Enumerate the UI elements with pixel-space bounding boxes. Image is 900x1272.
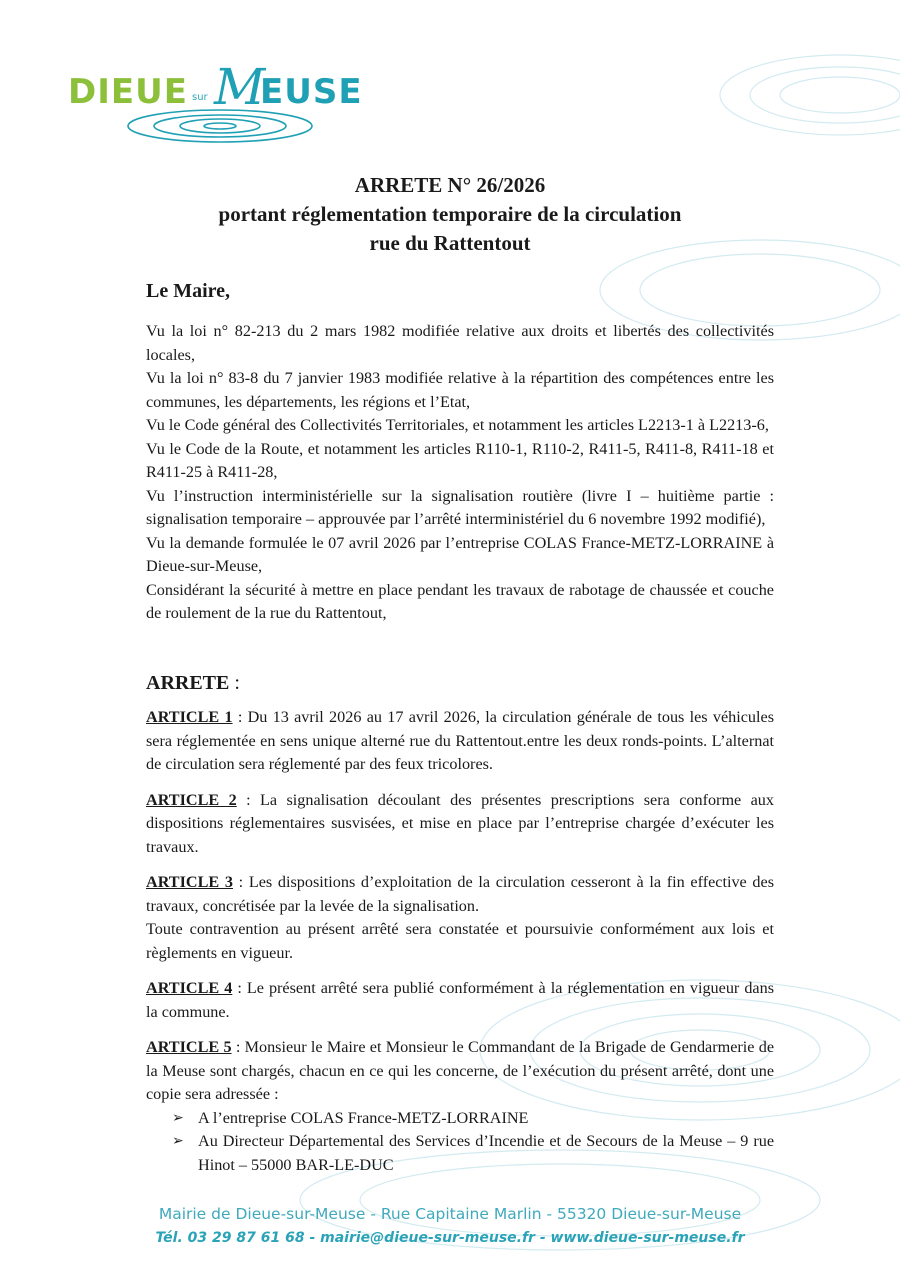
legal-basis <box>146 320 774 626</box>
considerant: Vu le Code général des Collectivités Territoriales, et notamment les articles L2213-1 à L2213-6, <box>146 416 769 434</box>
considerant: Considérant la sécurité à mettre en place pendant les travaux de rabotage de chaussée et couche de roulement de la rue du Rattentout, <box>146 580 774 622</box>
article-1: ARTICLE 1 : Du 13 avril 2026 au 17 avril 2026, la circulation générale de tous les véhicules sera réglementée en sens unique alterné rue du Rattentout.entre les deux ronds-points. L’alternat de circulation sera réglementé par des feux tricolores. <box>146 708 775 773</box>
decree-street: rue du Rattentout <box>369 231 531 255</box>
article-label: ARTICLE 1 <box>146 708 233 726</box>
article-label: ARTICLE 4 <box>146 979 233 997</box>
article-text: La signalisation découlant des présentes prescriptions sera conforme aux dispositions réglementaires susvisées, et mise en place par l’entreprise chargée d’exécuter les travaux. <box>146 790 774 856</box>
logo-euse: EUSE <box>260 72 363 112</box>
article-text: Le présent arrêté sera publié conformément à la réglementation en vigueur dans la commune. <box>146 979 774 1021</box>
considerant: Vu la loi n° 83-8 du 7 janvier 1983 modifiée relative à la répartition des compétences entre les communes, les départements, les régions et l’Etat, <box>146 369 774 411</box>
logo-m: M <box>214 58 266 116</box>
commune-logo <box>68 58 368 150</box>
footer-address: Mairie de Dieue-sur-Meuse - Rue Capitaine Marlin - 55320 Dieue-sur-Meuse <box>158 1205 742 1223</box>
recipient-list <box>172 1107 774 1178</box>
article-4: ARTICLE 4 : Le présent arrêté sera publié conformément à la réglementation en vigueur dans la commune. <box>146 979 774 1021</box>
article-label: ARTICLE 2 <box>146 790 237 809</box>
arrete-suffix: : <box>229 672 240 694</box>
arrow-bullet-icon: ➢ <box>172 1133 184 1149</box>
decree-title <box>0 170 900 258</box>
logo-dieue: DIEUE <box>68 72 188 112</box>
considerant: Vu la demande formulée le 07 avril 2026 par l’entreprise COLAS France-METZ-LORRAINE à Dieue-sur-Meuse, <box>146 533 774 575</box>
list-item: ➢ A l’entreprise COLAS France-METZ-LORRAINE <box>172 1107 774 1131</box>
footer-contact: Tél. 03 29 87 61 68 - mairie@dieue-sur-meuse.fr - www.dieue-sur-meuse.fr <box>155 1230 745 1246</box>
authority-heading: Le Maire, <box>146 280 231 302</box>
decree-subject: portant réglementation temporaire de la circulation <box>218 202 682 226</box>
article-text: Monsieur le Maire et Monsieur le Commandant de la Brigade de Gendarmerie de la Meuse sont chargés, chacun en ce qui les concerne, de l’exécution du présent arrêté, dont une copie sera adressée : <box>146 1038 775 1103</box>
article-text: Du 13 avril 2026 au 17 avril 2026, la circulation générale de tous les véhicules sera réglementée en sens unique alterné rue du Rattentout.entre les deux ronds-points. L’alternat de circulation sera réglementé par des feux tricolores. <box>146 708 775 773</box>
considerant: Vu la loi n° 82-213 du 2 mars 1982 modifiée relative aux droits et libertés des collectivités locales, <box>146 322 774 364</box>
article-label: ARTICLE 5 <box>146 1038 232 1056</box>
logo-sur: sur <box>192 92 208 103</box>
considerant: Vu l’instruction interministérielle sur la signalisation routière (livre I – huitième partie : signalisation temporaire – approuvée par l’arrêté interministériel du 6 novembre 1992 modifié), <box>146 486 774 528</box>
arrow-bullet-icon: ➢ <box>172 1109 184 1126</box>
articles <box>146 706 774 1189</box>
arrete-heading <box>146 672 240 695</box>
article-label: ARTICLE 3 <box>146 873 233 891</box>
arrete-label: ARRETE <box>146 672 230 694</box>
considerant: Vu le Code de la Route, et notamment les articles R110-1, R110-2, R411-5, R411-8, R411-18 et R411-25 à R411-28, <box>146 439 774 481</box>
decree-number: ARRETE N° 26/2026 <box>354 173 546 197</box>
water-ripple-icon <box>120 106 320 146</box>
article-2: ARTICLE 2 : La signalisation découlant des présentes prescriptions sera conforme aux dispositions réglementaires susvisées, et mise en place par l’entreprise chargée d’exécuter les travaux. <box>146 790 774 856</box>
list-item: ➢ Au Directeur Départemental des Services d’Incendie et de Secours de la Meuse – 9 rue Hinot – 55000 BAR-LE-DUC <box>172 1132 774 1174</box>
article-text: Toute contravention au présent arrêté sera constatée et poursuivie conformément aux lois et règlements en vigueur. <box>146 920 774 962</box>
article-5: ARTICLE 5 : Monsieur le Maire et Monsieur le Commandant de la Brigade de Gendarmerie de la Meuse sont chargés, chacun en ce qui les concerne, de l’exécution du présent arrêté, dont une copie sera adressée : ➢ A l’entreprise COLAS France-METZ-LORRAINE ➢ Au Directeur Départemental des Services d’Incendie et de Secours de la Meuse – 9 rue Hinot – 55000 BAR-LE-DUC <box>146 1036 774 1177</box>
article-text: Les dispositions d’exploitation de la circulation cesseront à la fin effective des travaux, concrétisée par la levée de la signalisation. <box>146 873 774 915</box>
article-3: ARTICLE 3 : Les dispositions d’exploitation de la circulation cesseront à la fin effective des travaux, concrétisée par la levée de la signalisation. Toute contravention au présent arrêté sera constatée et poursuivie conformément aux lois et règlements en vigueur. <box>146 871 774 965</box>
